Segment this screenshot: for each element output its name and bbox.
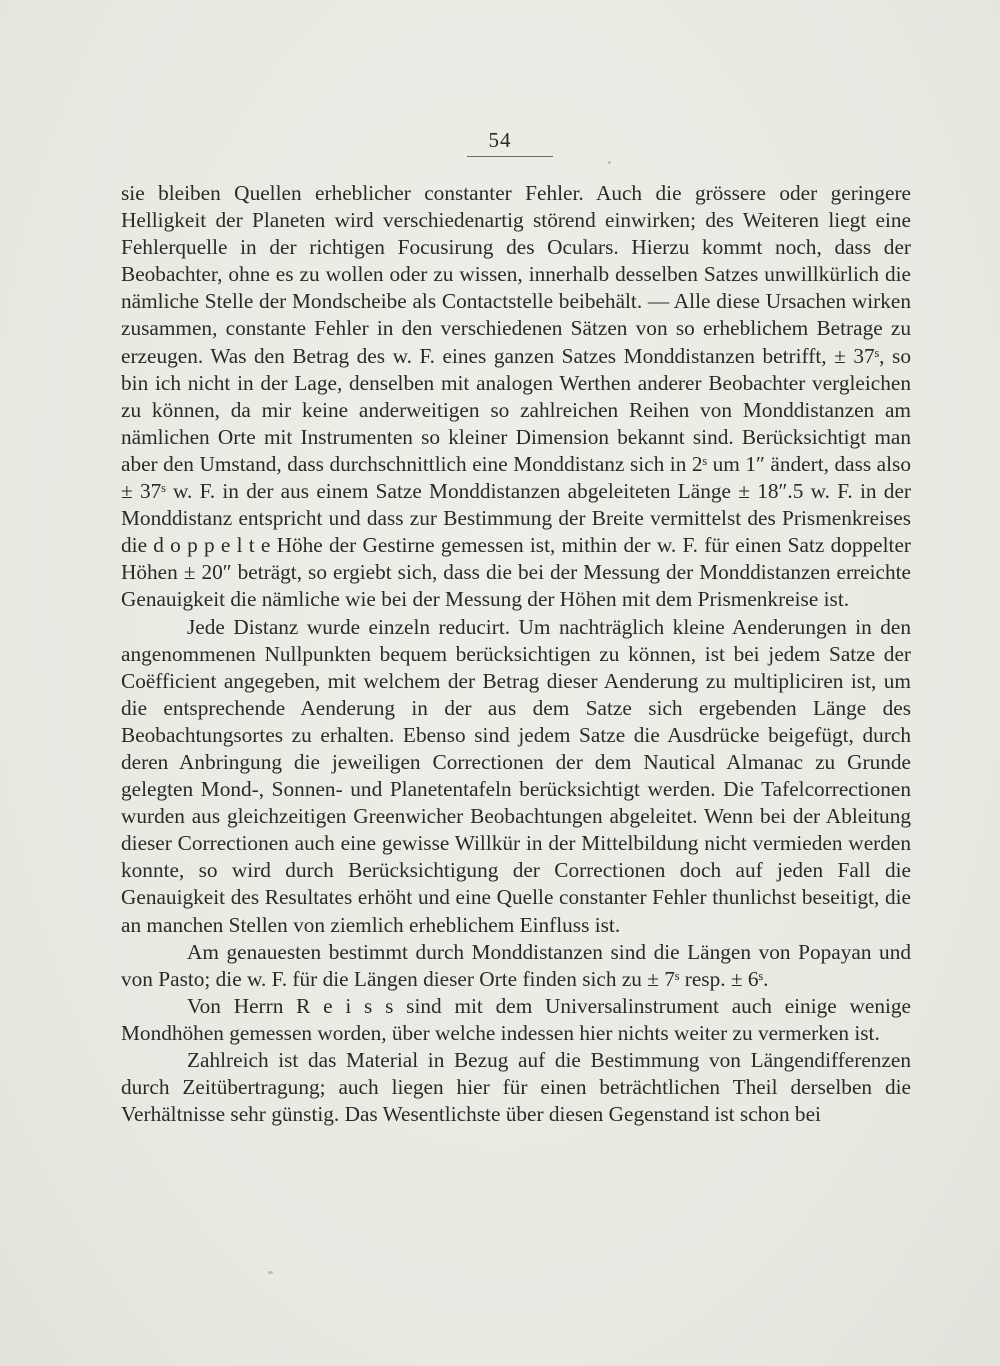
paragraph: Von Herrn R e i s s sind mit dem Universalinstrument auch einige wenige Mondhöhen gemessen worden, über welche indessen hier nichts weiter zu vermerken ist.: [121, 993, 911, 1045]
paper-speck: [608, 161, 611, 164]
header-rule: [467, 156, 553, 157]
body-text: [121, 180, 911, 1128]
page-number: 54: [488, 128, 512, 152]
paragraph: Am genauesten bestimmt durch Monddistanzen sind die Längen von Popayan und von Pasto; die w. F. für die Längen dieser Orte finden sich zu ± 7ˢ resp. ± 6ˢ.: [121, 939, 911, 991]
paragraph: Zahlreich ist das Material in Bezug auf die Bestimmung von Längendifferenzen durch Zeitübertragung; auch liegen hier für einen beträchtlichen Theil derselben die Verhältnisse sehr günstig. Das Wesentlichste über diesen Gegenstand ist schon bei: [121, 1048, 911, 1127]
paper-speck: [268, 1271, 273, 1274]
paragraph: sie bleiben Quellen erheblicher constanter Fehler. Auch die grössere oder geringere Helligkeit der Planeten wird verschiedenartig störend einwirken; des Weiteren liegt eine Fehlerquelle in der richtigen Focusirung des Oculars. Hierzu kommt noch, dass der Beobachter, ohne es zu wollen oder zu wissen, innerhalb desselben Satzes unwillkürlich die nämliche Stelle der Mondscheibe als Contactstelle beibehält. — Alle diese Ursachen wirken zusammen, constante Fehler in den verschiedenen Sätzen von so erheblichem Betrage zu erzeugen. Was den Betrag des w. F. eines ganzen Satzes Monddistanzen betrifft, ± 37ˢ, so bin ich nicht in der Lage, denselben mit analogen Werthen anderer Beobachter vergleichen zu können, da mir keine anderweitigen so zahlreichen Reihen von Monddistanzen am nämlichen Orte mit Instrumenten so kleiner Dimension bekannt sind. Berücksichtigt man aber den Umstand, dass durchschnittlich eine Monddistanz sich in 2ˢ um 1″ ändert, dass also ± 37ˢ w. F. in der aus einem Satze Monddistanzen abgeleiteten Länge ± 18″.5 w. F. in der Monddistanz entspricht und dass zur Bestimmung der Breite vermittelst des Prismenkreises die d o p p e l t e Höhe der Gestirne gemessen ist, mithin der w. F. für einen Satz doppelter Höhen ± 20″ beträgt, so ergiebt sich, dass die bei der Messung der Monddistanzen erreichte Genauigkeit die nämliche wie bei der Messung der Höhen mit dem Prismenkreise ist.: [121, 181, 911, 612]
paragraph: Jede Distanz wurde einzeln reducirt. Um nachträglich kleine Aenderungen in den angenommenen Nullpunkten bequem berücksichtigen zu können, ist bei jedem Satze der Coëfficient angegeben, mit welchem der Betrag dieser Aenderung zu multipliciren ist, um die entsprechende Aenderung in der aus dem Satze sich ergebenden Länge des Beobachtungsortes zu erhalten. Ebenso sind jedem Satze die Ausdrücke beigefügt, durch deren Anbringung die jeweiligen Correctionen der dem Nautical Almanac zu Grunde gelegten Mond-, Sonnen- und Planetentafeln berücksichtigt werden. Die Tafelcorrectionen wurden aus gleichzeitigen Greenwicher Beobachtungen abgeleitet. Wenn bei der Ableitung dieser Correctionen auch eine gewisse Willkür in der Mittelbildung nicht vermieden werden konnte, so wird durch Berücksichtigung der Correctionen doch auf jeden Fall die Genauigkeit des Resultates erhöht und eine Quelle constanter Fehler thunlichst beseitigt, die an manchen Stellen von ziemlich erheblichem Einfluss ist.: [121, 614, 911, 937]
